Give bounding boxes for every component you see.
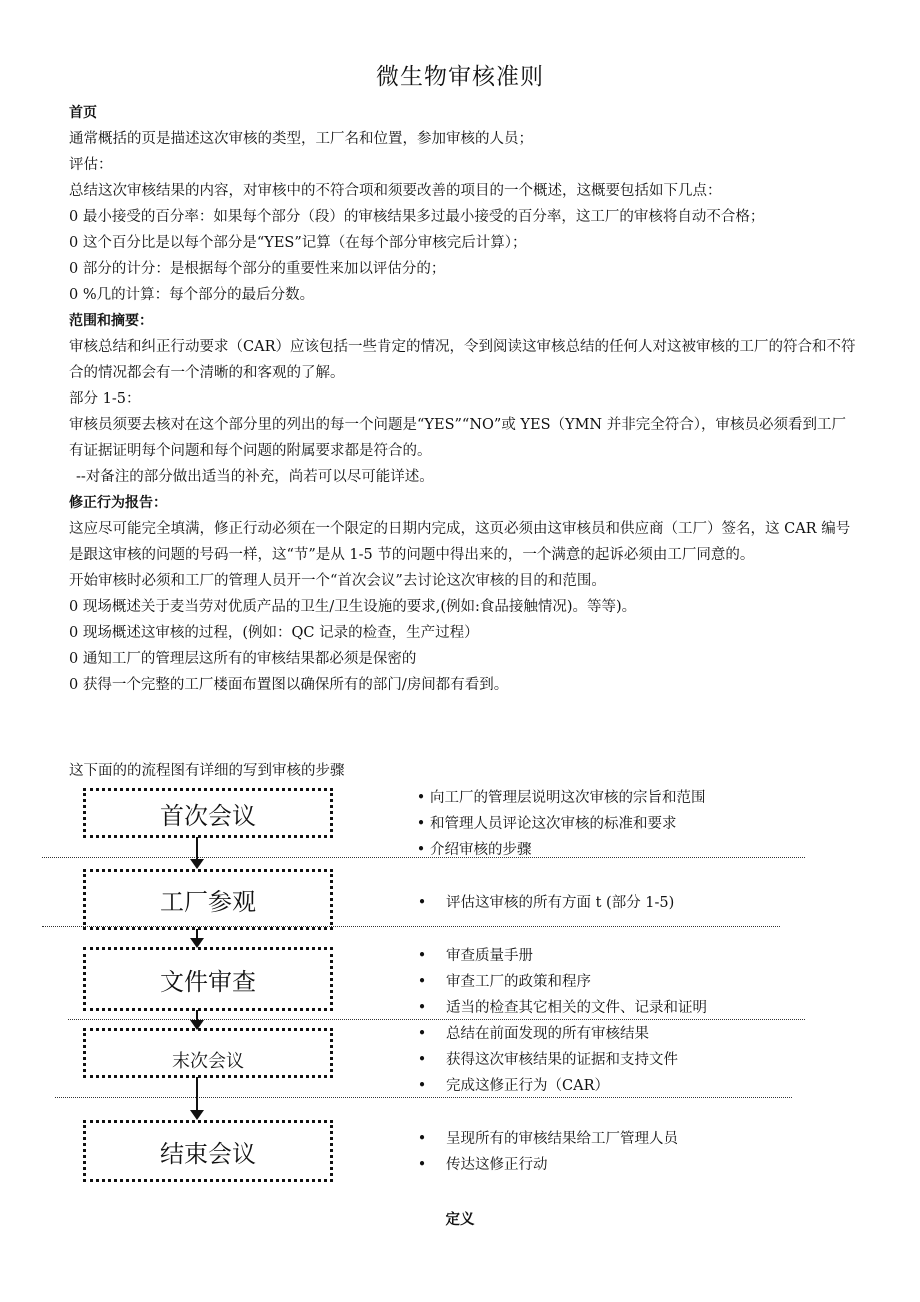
list-item: • 审查工厂的政策和程序 — [417, 974, 591, 990]
paragraph: 部分 1-5： — [69, 391, 141, 407]
list-item: • 向工厂的管理层说明这次审核的宗旨和范围 — [416, 790, 706, 806]
list-item: 0 最小接受的百分率：如果每个部分（段）的审核结果多过最小接受的百分率，这工厂的审核将自动不合格； — [69, 209, 765, 225]
heading-scope: 范围和摘要： — [69, 313, 153, 329]
list-item: • 传达这修正行动 — [417, 1157, 548, 1173]
document-body — [69, 100, 859, 698]
bullet-icon: • — [417, 1000, 427, 1016]
divider — [55, 1097, 792, 1098]
paragraph: 评估： — [69, 157, 113, 173]
section-heading-definition: 定义 — [445, 1212, 475, 1228]
bullet-icon: • — [417, 1157, 427, 1173]
divider — [68, 1019, 805, 1020]
list-item: • 总结在前面发现的所有审核结果 — [417, 1026, 649, 1042]
paragraph: 总结这次审核结果的内容，对审核中的不符合项和须要改善的项目的一个概述，这概要包括如下几点： — [69, 183, 722, 199]
flow-step-document-review — [83, 947, 333, 1011]
paragraph: 审核员须要去核对在这个部分里的列出的每一个问题是“YES”“NO”或 YES（YMN 并非完全符合），审核员必须看到工厂有证据证明每个问题和每个问题的附属要求都是符合的。 — [69, 417, 846, 459]
bullet-icon: • — [417, 1026, 427, 1042]
paragraph: 这应尽可能完全填满，修正行动必须在一个限定的日期内完成，这页必须由这审核员和供应商（工厂）签名，这 CAR 编号是跟这审核的问题的号码一样，这“节”是从 1-5 节的问题中得出来的，一个满意的起诉必须由工厂同意的。 — [69, 521, 851, 563]
list-item: • 适当的检查其它相关的文件、记录和证明 — [417, 1000, 707, 1016]
flow-connector — [196, 837, 198, 859]
flow-step-factory-tour — [83, 869, 333, 930]
list-item: 0 获得一个完整的工厂楼面布置图以确保所有的部门/房间都有看到。 — [69, 677, 509, 693]
flow-step-label: 工厂参观 — [160, 888, 256, 916]
paragraph: 审核总结和纠正行动要求（CAR）应该包括一些肯定的情况，令到阅读这审核总结的任何人对这被审核的工厂的符合和不符合的情况都会有一个清晰的和客观的了解。 — [69, 339, 856, 381]
bullet-icon: • — [417, 948, 427, 964]
document-title: 微生物审核准则 — [376, 64, 544, 90]
bullet-icon: • — [417, 1052, 427, 1068]
heading-car-report: 修正行为报告： — [69, 495, 167, 511]
paragraph: --对备注的部分做出适当的补充，尚若可以尽可能详述。 — [76, 469, 434, 485]
list-item: 0 现场概述这审核的过程，(例如：QC 记录的检查，生产过程） — [69, 625, 479, 641]
list-item: • 审查质量手册 — [417, 948, 533, 964]
list-item: • 呈现所有的审核结果给工厂管理人员 — [417, 1131, 678, 1147]
bullet-icon: • — [417, 1131, 427, 1147]
list-item: 0 通知工厂的管理层这所有的审核结果都必须是保密的 — [69, 651, 417, 667]
list-item: • 介绍审核的步骤 — [416, 842, 532, 858]
list-item: • 评估这审核的所有方面 t (部分 1-5) — [417, 895, 675, 911]
heading-homepage: 首页 — [69, 105, 97, 121]
bullet-icon: • — [417, 1078, 427, 1094]
list-item: 0 部分的计分：是根据每个部分的重要性来加以评估分的； — [69, 261, 446, 277]
flow-step-label: 文件审查 — [160, 967, 256, 996]
flow-arrow — [190, 1110, 204, 1120]
flow-connector — [196, 1077, 198, 1111]
list-item: • 完成这修正行为（CAR） — [417, 1078, 609, 1094]
flow-step-label: 首次会议 — [160, 801, 256, 830]
list-item: • 和管理人员评论这次审核的标准和要求 — [416, 816, 677, 832]
list-item: 0 %几的计算：每个部分的最后分数。 — [69, 287, 315, 303]
flow-step-label: 末次会议 — [172, 1051, 244, 1072]
bullet-icon: • — [416, 816, 426, 832]
bullet-icon: • — [416, 790, 426, 806]
flowchart-intro: 这下面的的流程图有详细的写到审核的步骤 — [69, 763, 345, 779]
list-item: • 获得这次审核结果的证据和支持文件 — [417, 1052, 678, 1068]
bullet-icon: • — [417, 895, 427, 911]
flow-arrow — [190, 859, 204, 869]
paragraph: 通常概括的页是描述这次审核的类型，工厂名和位置，参加审核的人员； — [69, 131, 533, 147]
flow-step-label: 结束会议 — [160, 1139, 256, 1168]
flow-connector — [196, 929, 198, 938]
flow-step-opening-meeting — [83, 788, 333, 838]
flow-step-closing-meeting — [83, 1120, 333, 1182]
list-item: 0 现场概述关于麦当劳对优质产品的卫生/卫生设施的要求,(例如:食品接触情况)。等等)。 — [69, 599, 637, 615]
paragraph: 开始审核时必须和工厂的管理人员开一个“首次会议”去讨论这次审核的目的和范围。 — [69, 573, 606, 589]
flow-step-final-meeting — [83, 1028, 333, 1078]
bullet-icon: • — [416, 842, 426, 858]
list-item: 0 这个百分比是以每个部分是“YES”记算（在每个部分审核完后计算）； — [69, 235, 527, 251]
bullet-icon: • — [417, 974, 427, 990]
